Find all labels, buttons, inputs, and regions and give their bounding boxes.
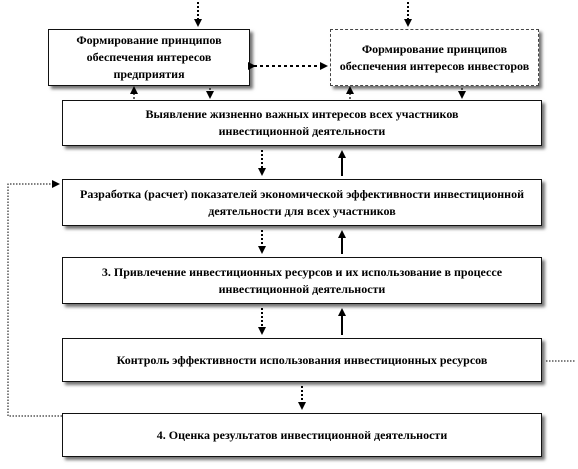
control-efficiency-box [62,338,542,382]
vital-interests-box [62,100,542,146]
evaluate-results-text: 4. Оценка результатов инвестиционной деятельности [156,427,448,442]
control-efficiency-text: Контроль эффективности использования инвестиционных ресурсов [116,352,488,367]
attract-resources-box [62,257,542,304]
efficiency-indicators-text: Разработка (расчет) показателей экономической эффективности инвестиционной деятельности для всех участников [80,186,524,218]
enterprise-principles-box [48,29,250,86]
vital-interests-text: Выявление жизненно важных интересов всех участников инвестиционной деятельности [145,107,459,138]
evaluate-results-box [62,413,542,457]
feedback-loop-arrow [8,184,62,416]
efficiency-indicators-box [62,179,542,226]
investor-principles-text: Формирование принципов обеспечения интересов инвесторов [339,41,530,73]
enterprise-principles-text: Формирование принципов обеспечения интересов предприятия [76,33,222,81]
investor-principles-box [330,29,539,86]
attract-resources-text: 3. Привлечение инвестиционных ресурсов и их использование в процессе инвестиционной деятельности [101,264,503,296]
